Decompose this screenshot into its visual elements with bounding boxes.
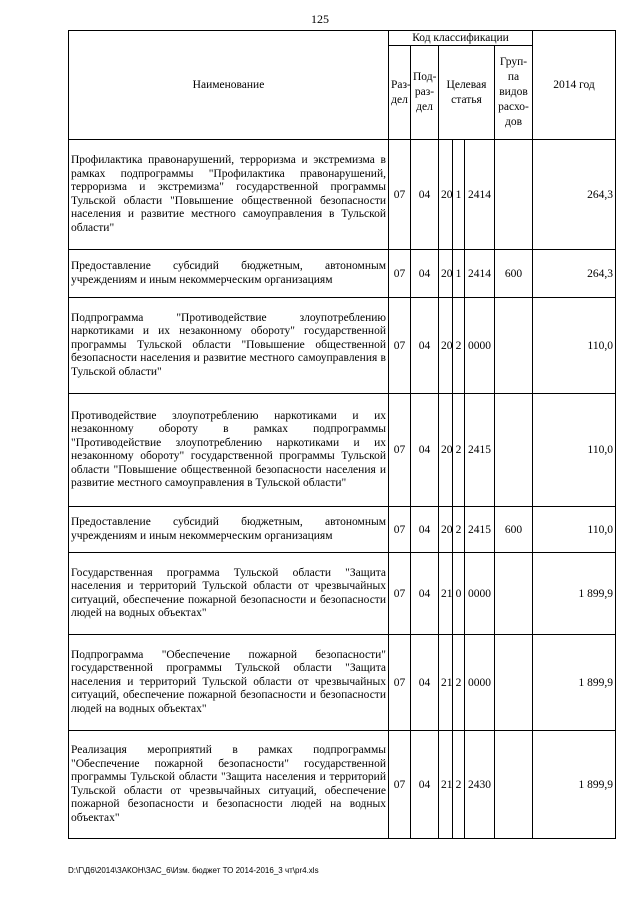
column-header-target-article: Целевая статья: [439, 46, 495, 140]
row-amount: 264,3: [533, 250, 616, 298]
row-target-article-subprogram: 1: [453, 250, 465, 298]
row-subsection: 04: [411, 140, 439, 250]
table-row: [69, 298, 616, 394]
column-header-classification-code: Код классификации: [389, 31, 533, 46]
row-target-article-subprogram: 0: [453, 553, 465, 635]
row-expense-group: 600: [495, 250, 533, 298]
table-row: [69, 250, 616, 298]
row-subsection: 04: [411, 507, 439, 553]
table-row: [69, 507, 616, 553]
row-target-article-item: 0000: [465, 635, 495, 731]
row-amount: 1 899,9: [533, 731, 616, 839]
row-target-article-item: 2414: [465, 250, 495, 298]
row-subsection: 04: [411, 394, 439, 507]
row-target-article-program: 21: [439, 635, 453, 731]
column-header-subsection: Под-раз-дел: [411, 46, 439, 140]
row-subsection: 04: [411, 553, 439, 635]
row-name: Предоставление субсидий бюджетным, автономным учреждениям и иным некоммерческим организациям: [69, 250, 389, 298]
row-target-article-program: 21: [439, 731, 453, 839]
row-section: 07: [389, 140, 411, 250]
row-target-article-item: 2415: [465, 507, 495, 553]
row-target-article-subprogram: 2: [453, 635, 465, 731]
row-target-article-program: 21: [439, 553, 453, 635]
row-target-article-subprogram: 2: [453, 731, 465, 839]
row-target-article-program: 20: [439, 507, 453, 553]
row-section: 07: [389, 553, 411, 635]
row-target-article-subprogram: 2: [453, 298, 465, 394]
table-row: [69, 635, 616, 731]
row-amount: 110,0: [533, 394, 616, 507]
row-target-article-subprogram: 2: [453, 394, 465, 507]
row-target-article-subprogram: 2: [453, 507, 465, 553]
page-number: 125: [311, 12, 329, 26]
table-row: [69, 731, 616, 839]
row-expense-group: [495, 635, 533, 731]
table-row: [69, 553, 616, 635]
row-expense-group: [495, 553, 533, 635]
row-section: 07: [389, 298, 411, 394]
row-section: 07: [389, 731, 411, 839]
file-path-footer: D:\Г\Д6\2014\ЗАКОН\ЗАС_6\Изм. бюджет ТО 2014-2016_3 чт\pr4.xls: [68, 866, 319, 875]
row-expense-group: [495, 298, 533, 394]
row-target-article-program: 20: [439, 298, 453, 394]
row-name: Государственная программа Тульской области "Защита населения и территорий Тульской области от чрезвычайных ситуаций, обеспечение пожарной безопасности и безопасности людей на водных объектах": [69, 553, 389, 635]
row-subsection: 04: [411, 250, 439, 298]
row-amount: 1 899,9: [533, 635, 616, 731]
header-row-top: [69, 31, 616, 46]
row-name: Предоставление субсидий бюджетным, автономным учреждениям и иным некоммерческим организациям: [69, 507, 389, 553]
row-target-article-item: 2430: [465, 731, 495, 839]
row-section: 07: [389, 250, 411, 298]
row-section: 07: [389, 635, 411, 731]
column-header-year: 2014 год: [533, 31, 616, 140]
row-target-article-subprogram: 1: [453, 140, 465, 250]
row-target-article-item: 2414: [465, 140, 495, 250]
row-subsection: 04: [411, 731, 439, 839]
row-name: Профилактика правонарушений, терроризма и экстремизма в рамках подпрограммы "Профилактика правонарушений, терроризма и экстремизма" государственной программы Тульской области "Повышение общественной безопасности населения и развитие местного самоуправления в Тульской области": [69, 140, 389, 250]
row-subsection: 04: [411, 635, 439, 731]
column-header-section: Раз-дел: [389, 46, 411, 140]
row-section: 07: [389, 394, 411, 507]
row-target-article-program: 20: [439, 140, 453, 250]
row-section: 07: [389, 507, 411, 553]
row-target-article-program: 20: [439, 394, 453, 507]
row-name: Реализация мероприятий в рамках подпрограммы "Обеспечение пожарной безопасности" государственной программы Тульской области "Защита населения и территорий Тульской области от чрезвычайных ситуаций, обеспечение пожарной безопасности и безопасности людей на водных объектах": [69, 731, 389, 839]
row-name: Противодействие злоупотреблению наркотиками и их незаконному обороту в рамках подпрограммы "Противодействие злоупотреблению наркотиками и их незаконному обороту" государственной программы Тульской области "Повышение общественной безопасности населения и развитие местного самоуправления в Тульской области": [69, 394, 389, 507]
row-name: Подпрограмма "Противодействие злоупотреблению наркотиками и их незаконному обороту" государственной программы Тульской области "Повышение общественной безопасности населения и развитие местного самоуправления в Тульской области": [69, 298, 389, 394]
table-row: [69, 394, 616, 507]
column-header-expense-group: Груп-па видов расхо-дов: [495, 46, 533, 140]
row-target-article-item: 0000: [465, 298, 495, 394]
row-amount: 110,0: [533, 298, 616, 394]
row-target-article-program: 20: [439, 250, 453, 298]
row-target-article-item: 2415: [465, 394, 495, 507]
row-expense-group: [495, 394, 533, 507]
table-row: [69, 140, 616, 250]
row-subsection: 04: [411, 298, 439, 394]
budget-table: [68, 30, 616, 839]
row-expense-group: [495, 140, 533, 250]
row-amount: 1 899,9: [533, 553, 616, 635]
row-expense-group: [495, 731, 533, 839]
row-amount: 264,3: [533, 140, 616, 250]
row-expense-group: 600: [495, 507, 533, 553]
row-name: Подпрограмма "Обеспечение пожарной безопасности" государственной программы Тульской области "Защита населения и территорий Тульской области от чрезвычайных ситуаций, обеспечение пожарной безопасности и безопасности людей на водных объектах": [69, 635, 389, 731]
row-amount: 110,0: [533, 507, 616, 553]
row-target-article-item: 0000: [465, 553, 495, 635]
column-header-name: Наименование: [69, 31, 389, 140]
